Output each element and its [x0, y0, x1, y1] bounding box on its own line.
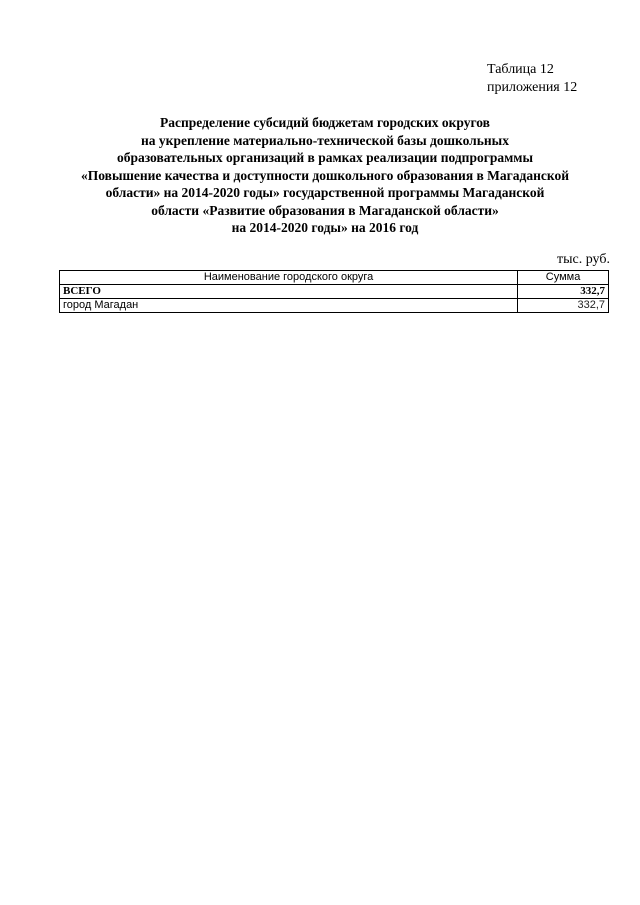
column-header-name: Наименование городского округа	[60, 271, 518, 285]
appendix-label: приложения 12	[487, 80, 578, 95]
subsidy-table	[59, 270, 609, 313]
title-line: образовательных организаций в рамках реализации подпрограммы	[116, 150, 534, 165]
total-row	[60, 285, 609, 299]
row-name: город Магадан	[60, 299, 518, 313]
column-header-sum: Сумма	[518, 271, 609, 285]
table-header-row	[60, 271, 609, 285]
table-reference	[487, 61, 627, 97]
title-line: области» на 2014-2020 годы» государственной программы Магаданской	[105, 185, 545, 200]
total-label: ВСЕГО	[60, 285, 518, 299]
title-line: на 2014-2020 годы» на 2016 год	[231, 220, 419, 235]
table-number-label: Таблица 12	[487, 62, 554, 77]
table-row	[60, 299, 609, 313]
title-line: Распределение субсидий бюджетам городских округов	[160, 115, 490, 130]
title-line: области «Развитие образования в Магаданской области»	[151, 202, 499, 218]
document-title	[40, 114, 610, 237]
units-label: тыс. руб.	[557, 252, 610, 267]
row-sum: 332,7	[518, 299, 609, 313]
title-line: «Повышение качества и доступности дошкольного образования в Магаданской	[80, 167, 570, 183]
title-line: на укрепление материально-технической базы дошкольных	[141, 132, 509, 148]
total-sum: 332,7	[518, 285, 609, 299]
